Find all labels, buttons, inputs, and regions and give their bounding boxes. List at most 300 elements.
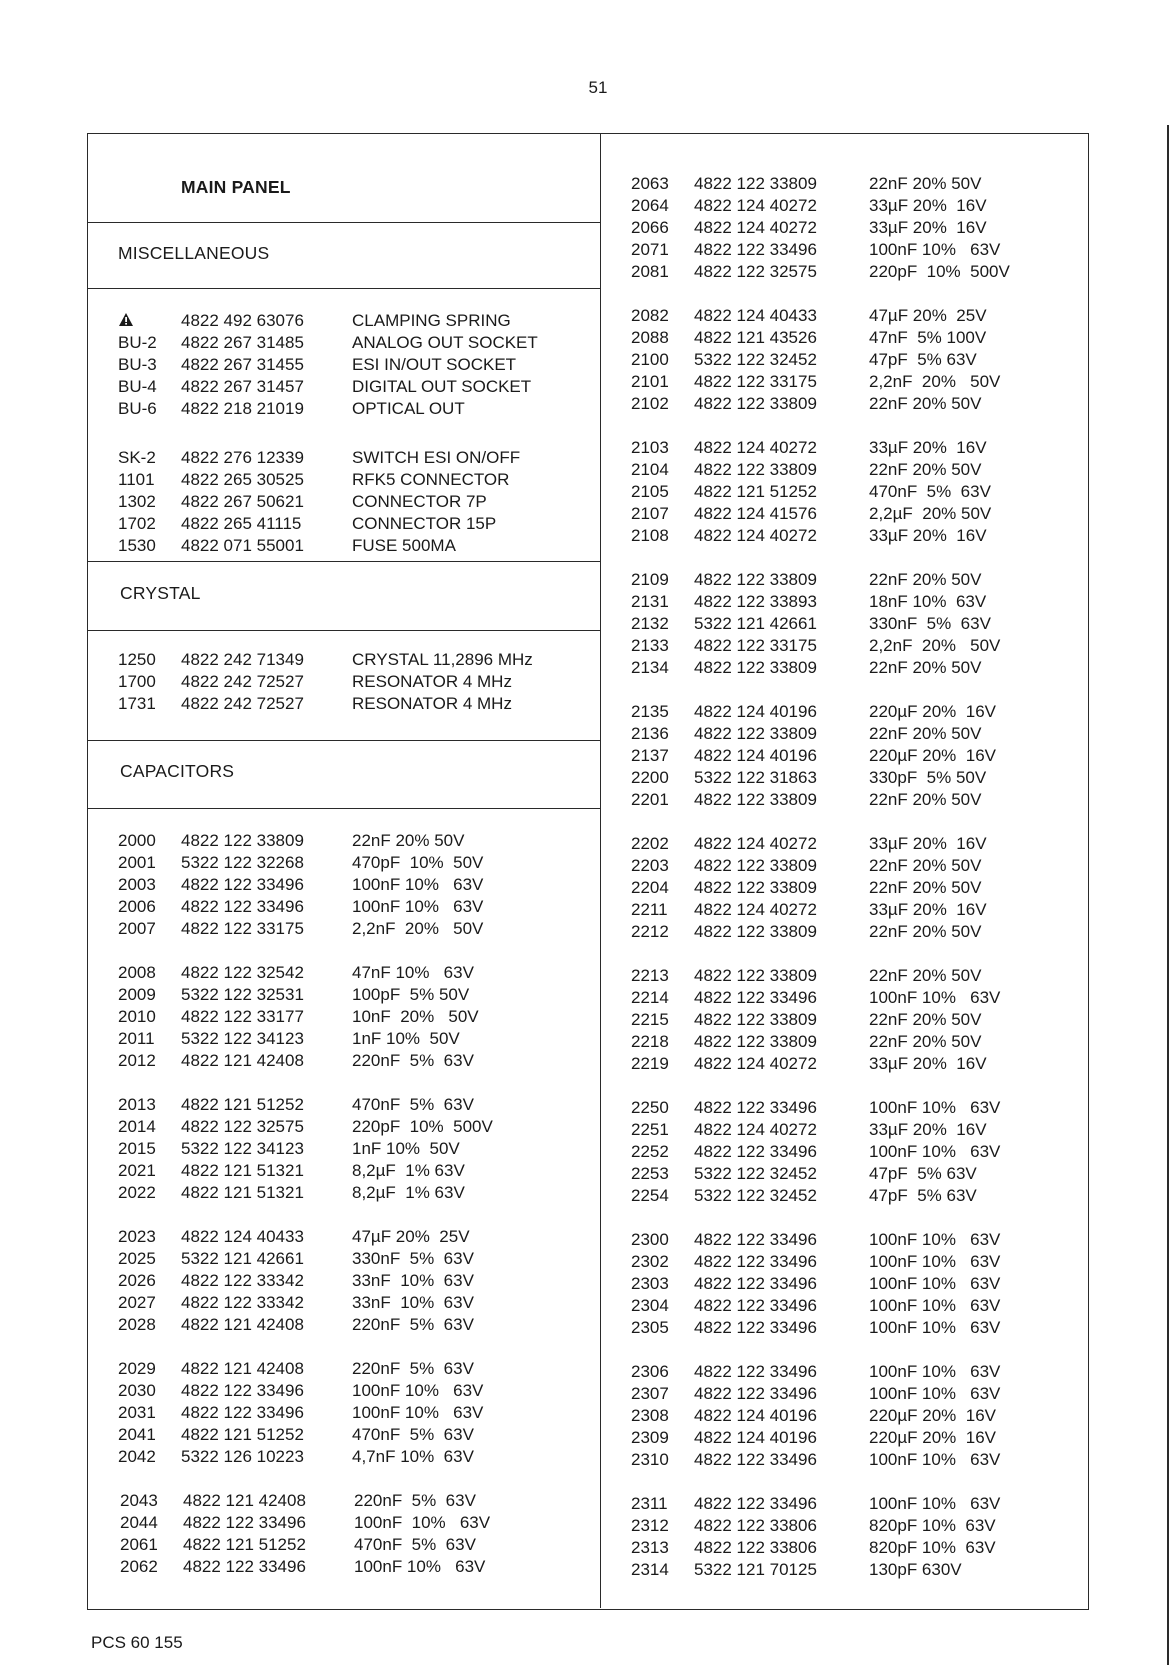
part-description: 10nF 20% 50V xyxy=(352,1007,479,1026)
part-position: 2134 xyxy=(631,658,669,677)
part-code: 4822 265 30525 xyxy=(181,470,304,489)
part-row xyxy=(631,1097,1000,1119)
part-description: 330nF 5% 63V xyxy=(869,614,991,633)
part-position: 2030 xyxy=(118,1381,156,1400)
part-row xyxy=(631,239,1010,261)
part-row xyxy=(118,852,483,874)
part-position: 2011 xyxy=(118,1029,155,1048)
part-position: 2028 xyxy=(118,1315,156,1334)
part-code: 4822 121 43526 xyxy=(694,328,817,347)
part-code: 4822 122 33809 xyxy=(694,174,817,193)
part-position: 1250 xyxy=(118,650,156,669)
part-row xyxy=(118,874,483,896)
part-code: 4822 122 33806 xyxy=(694,1516,817,1535)
part-row xyxy=(118,1424,483,1446)
part-row xyxy=(631,569,1000,591)
part-description: ANALOG OUT SOCKET xyxy=(352,333,538,352)
part-row xyxy=(118,671,533,693)
part-description: 2,2nF 20% 50V xyxy=(352,919,484,938)
part-position: 2010 xyxy=(118,1007,156,1026)
part-code: 4822 121 42408 xyxy=(181,1315,304,1334)
part-description: 33µF 20% 16V xyxy=(869,438,987,457)
part-position: 2252 xyxy=(631,1142,669,1161)
part-row xyxy=(631,613,1000,635)
part-row xyxy=(631,745,996,767)
part-description: 22nF 20% 50V xyxy=(869,1010,982,1029)
crystal-group xyxy=(118,649,533,715)
part-row xyxy=(631,1295,1000,1317)
part-row xyxy=(631,1449,1000,1471)
part-position: 2137 xyxy=(631,746,669,765)
part-row xyxy=(118,354,538,376)
part-description: 220nF 5% 63V xyxy=(352,1051,474,1070)
part-code: 4822 267 31457 xyxy=(181,377,304,396)
part-position: 2101 xyxy=(631,372,669,391)
part-code: 4822 124 40272 xyxy=(694,526,817,545)
part-code: 4822 267 31485 xyxy=(181,333,304,352)
part-code: 4822 122 33175 xyxy=(694,636,817,655)
part-position: 2311 xyxy=(631,1494,668,1513)
part-description: 100nF 10% 63V xyxy=(352,897,484,916)
section-rule xyxy=(87,288,601,289)
part-code: 4822 122 33809 xyxy=(694,658,817,677)
part-code: 4822 121 42408 xyxy=(181,1051,304,1070)
part-description: 220nF 5% 63V xyxy=(352,1315,474,1334)
part-code: 4822 122 33496 xyxy=(694,1098,817,1117)
miscellaneous-group xyxy=(118,447,520,557)
part-row xyxy=(631,349,1000,371)
part-row xyxy=(631,1163,1000,1185)
part-description: 100nF 10% 63V xyxy=(869,1494,1001,1513)
part-code: 4822 122 33496 xyxy=(181,1381,304,1400)
part-row xyxy=(631,503,991,525)
part-code: 4822 122 32542 xyxy=(181,963,304,982)
part-row xyxy=(118,1094,493,1116)
part-position: BU-2 xyxy=(118,333,157,352)
part-code: 4822 122 33809 xyxy=(694,460,817,479)
part-row xyxy=(631,591,1000,613)
part-row xyxy=(631,217,1010,239)
part-code: 4822 124 40433 xyxy=(694,306,817,325)
part-code: 4822 492 63076 xyxy=(181,311,304,330)
part-description: 22nF 20% 50V xyxy=(869,460,982,479)
part-code: 4822 122 33175 xyxy=(181,919,304,938)
part-row xyxy=(631,1405,1000,1427)
part-position: 2103 xyxy=(631,438,669,457)
part-code: 4822 124 40272 xyxy=(694,438,817,457)
part-description: RFK5 CONNECTOR xyxy=(352,470,510,489)
part-description: 330pF 5% 50V xyxy=(869,768,987,787)
part-code: 4822 218 21019 xyxy=(181,399,304,418)
part-position: 2302 xyxy=(631,1252,669,1271)
part-position: 2025 xyxy=(118,1249,156,1268)
part-code: 4822 121 51321 xyxy=(181,1161,304,1180)
part-position: 2006 xyxy=(118,897,156,916)
part-row xyxy=(118,1138,493,1160)
capacitor-group xyxy=(631,1229,1000,1339)
part-description: 100nF 10% 63V xyxy=(869,240,1001,259)
part-code: 5322 122 31863 xyxy=(694,768,817,787)
capacitor-group xyxy=(118,830,483,940)
part-row xyxy=(631,899,987,921)
part-row xyxy=(120,1490,490,1512)
part-row xyxy=(118,830,483,852)
part-description: 22nF 20% 50V xyxy=(352,831,465,850)
section-rule xyxy=(87,808,601,809)
part-row xyxy=(118,513,520,535)
part-position: 2314 xyxy=(631,1560,669,1579)
part-description: 100nF 10% 63V xyxy=(869,1296,1001,1315)
part-row xyxy=(631,701,996,723)
part-description: 820pF 10% 63V xyxy=(869,1516,996,1535)
part-position: 2109 xyxy=(631,570,669,589)
part-code: 4822 122 33809 xyxy=(694,1032,817,1051)
part-code: 4822 122 32575 xyxy=(181,1117,304,1136)
part-code: 4822 121 51252 xyxy=(181,1425,304,1444)
part-description: 100nF 10% 63V xyxy=(869,1450,1001,1469)
capacitor-group xyxy=(631,965,1000,1075)
part-row xyxy=(118,1292,474,1314)
part-description: 1nF 10% 50V xyxy=(352,1139,460,1158)
part-description: DIGITAL OUT SOCKET xyxy=(352,377,532,396)
part-row xyxy=(631,1427,1000,1449)
part-description: 33nF 10% 63V xyxy=(352,1271,474,1290)
part-code: 4822 121 51321 xyxy=(181,1183,304,1202)
part-description: 22nF 20% 50V xyxy=(869,570,982,589)
part-row xyxy=(631,305,1000,327)
page-number: 51 xyxy=(588,78,608,97)
part-code: 4822 124 40196 xyxy=(694,1406,817,1425)
part-position: 2131 xyxy=(631,592,669,611)
part-position: 2007 xyxy=(118,919,156,938)
part-position: 2214 xyxy=(631,988,669,1007)
part-description: RESONATOR 4 MHz xyxy=(352,672,512,691)
part-position: 2062 xyxy=(120,1557,158,1576)
part-position: 2212 xyxy=(631,922,669,941)
part-row xyxy=(118,1182,493,1204)
part-position: 2312 xyxy=(631,1516,669,1535)
part-row xyxy=(118,1402,483,1424)
part-position: 2027 xyxy=(118,1293,156,1312)
part-description: 33µF 20% 16V xyxy=(869,218,987,237)
part-code: 4822 121 51252 xyxy=(181,1095,304,1114)
part-description: 22nF 20% 50V xyxy=(869,1032,982,1051)
part-position: 2253 xyxy=(631,1164,669,1183)
part-description: 47nF 5% 100V xyxy=(869,328,987,347)
part-position: BU-3 xyxy=(118,355,157,374)
part-code: 4822 124 40272 xyxy=(694,900,817,919)
part-row xyxy=(631,1559,1000,1581)
part-code: 4822 122 33809 xyxy=(181,831,304,850)
section-heading-capacitors: CAPACITORS xyxy=(120,761,235,781)
part-description: CONNECTOR 7P xyxy=(352,492,487,511)
part-position: 2310 xyxy=(631,1450,669,1469)
part-row xyxy=(118,469,520,491)
part-description: 100nF 10% 63V xyxy=(869,1142,1001,1161)
part-row xyxy=(631,1273,1000,1295)
part-code: 4822 121 42408 xyxy=(183,1491,306,1510)
part-position: 2309 xyxy=(631,1428,669,1447)
part-position: 2061 xyxy=(120,1535,158,1554)
part-row xyxy=(631,833,987,855)
part-row xyxy=(631,1119,1000,1141)
part-row xyxy=(631,635,1000,657)
part-code: 5322 122 32452 xyxy=(694,1164,817,1183)
part-code: 4822 242 72527 xyxy=(181,694,304,713)
part-position: 2003 xyxy=(118,875,156,894)
part-code: 4822 122 33496 xyxy=(694,988,817,1007)
part-code: 4822 242 72527 xyxy=(181,672,304,691)
part-position: 2107 xyxy=(631,504,669,523)
part-description: 100nF 10% 63V xyxy=(869,1362,1001,1381)
part-row xyxy=(631,437,991,459)
part-position: 2250 xyxy=(631,1098,669,1117)
part-position: 2211 xyxy=(631,900,668,919)
part-position: 2305 xyxy=(631,1318,669,1337)
part-position: 2203 xyxy=(631,856,669,875)
part-row xyxy=(631,1383,1000,1405)
part-code: 4822 122 33496 xyxy=(694,1142,817,1161)
part-row xyxy=(118,376,538,398)
part-position: 2066 xyxy=(631,218,669,237)
part-position: BU-6 xyxy=(118,399,157,418)
part-description: 2,2nF 20% 50V xyxy=(869,636,1001,655)
part-description: 220µF 20% 16V xyxy=(869,746,996,765)
part-position: 2307 xyxy=(631,1384,669,1403)
part-row xyxy=(118,1160,493,1182)
part-position: 2201 xyxy=(631,790,669,809)
part-position: 2251 xyxy=(631,1120,669,1139)
capacitor-group xyxy=(120,1490,490,1578)
part-row xyxy=(118,491,520,513)
section-rule xyxy=(87,630,601,631)
part-description: SWITCH ESI ON/OFF xyxy=(352,448,521,467)
capacitor-group xyxy=(118,962,479,1072)
part-row xyxy=(631,855,987,877)
part-position: 1101 xyxy=(118,470,155,489)
part-code: 4822 122 33893 xyxy=(694,592,817,611)
part-position: 2105 xyxy=(631,482,669,501)
part-code: 5322 122 34123 xyxy=(181,1139,304,1158)
part-position: 2082 xyxy=(631,306,669,325)
part-position: 2023 xyxy=(118,1227,156,1246)
part-code: 4822 122 33496 xyxy=(181,897,304,916)
part-description: CLAMPING SPRING xyxy=(352,311,511,330)
part-row xyxy=(120,1556,490,1578)
part-code: 4822 121 51252 xyxy=(694,482,817,501)
section-rule xyxy=(87,740,601,741)
part-description: 33µF 20% 16V xyxy=(869,196,987,215)
part-position: 2300 xyxy=(631,1230,669,1249)
part-position: 2133 xyxy=(631,636,669,655)
part-row xyxy=(118,1446,483,1468)
part-code: 4822 124 40272 xyxy=(694,196,817,215)
part-description: 470nF 5% 63V xyxy=(869,482,991,501)
capacitor-group xyxy=(631,833,987,943)
part-row xyxy=(118,1314,474,1336)
part-code: 4822 122 33496 xyxy=(181,875,304,894)
part-row xyxy=(118,310,538,332)
part-position: 2088 xyxy=(631,328,669,347)
part-description: FUSE 500MA xyxy=(352,536,456,555)
part-position: 2135 xyxy=(631,702,669,721)
part-row xyxy=(118,918,483,940)
part-description: OPTICAL OUT xyxy=(352,399,465,418)
part-description: 47pF 5% 63V xyxy=(869,1164,977,1183)
part-description: ESI IN/OUT SOCKET xyxy=(352,355,517,374)
part-description: 33µF 20% 16V xyxy=(869,1120,987,1139)
part-description: 22nF 20% 50V xyxy=(869,658,982,677)
part-position: 2026 xyxy=(118,1271,156,1290)
part-position: BU-4 xyxy=(118,377,157,396)
part-position: 2001 xyxy=(118,853,156,872)
part-row xyxy=(118,962,479,984)
part-position: 2108 xyxy=(631,526,669,545)
part-code: 4822 122 33809 xyxy=(694,570,817,589)
part-row xyxy=(631,987,1000,1009)
part-row xyxy=(631,525,991,547)
part-position: 1702 xyxy=(118,514,156,533)
part-position: 2136 xyxy=(631,724,669,743)
part-position: 2100 xyxy=(631,350,669,369)
capacitor-group xyxy=(631,1361,1000,1471)
capacitor-group xyxy=(631,305,1000,415)
part-position: 2013 xyxy=(118,1095,156,1114)
section-heading-miscellaneous: MISCELLANEOUS xyxy=(118,243,270,263)
part-description: 22nF 20% 50V xyxy=(869,724,982,743)
part-code: 4822 122 33496 xyxy=(694,1296,817,1315)
part-description: 220µF 20% 16V xyxy=(869,702,996,721)
part-code: 4822 122 33496 xyxy=(694,1450,817,1469)
part-code: 4822 122 33496 xyxy=(694,1318,817,1337)
part-code: 4822 122 33806 xyxy=(694,1538,817,1557)
part-position: 2303 xyxy=(631,1274,669,1293)
part-code: 4822 122 32575 xyxy=(694,262,817,281)
part-code: 4822 121 51252 xyxy=(183,1535,306,1554)
part-description: 470nF 5% 63V xyxy=(352,1425,474,1444)
part-row xyxy=(118,693,533,715)
part-code: 4822 276 12339 xyxy=(181,448,304,467)
part-description: 100nF 10% 63V xyxy=(352,1403,484,1422)
part-code: 4822 122 33809 xyxy=(694,922,817,941)
part-row xyxy=(631,1229,1000,1251)
part-position: 2081 xyxy=(631,262,669,281)
part-row xyxy=(631,173,1010,195)
part-position: 2008 xyxy=(118,963,156,982)
part-position: 2215 xyxy=(631,1010,669,1029)
capacitor-group xyxy=(118,1358,483,1468)
part-code: 4822 124 40196 xyxy=(694,1428,817,1447)
part-description: 100nF 10% 63V xyxy=(869,1098,1001,1117)
part-description: 33µF 20% 16V xyxy=(869,526,987,545)
part-row xyxy=(120,1534,490,1556)
section-rule xyxy=(87,561,601,562)
part-position: 2021 xyxy=(118,1161,156,1180)
part-description: 220µF 20% 16V xyxy=(869,1406,996,1425)
part-code: 5322 126 10223 xyxy=(181,1447,304,1466)
part-description: 470nF 5% 63V xyxy=(354,1535,476,1554)
part-description: 8,2µF 1% 63V xyxy=(352,1161,465,1180)
part-row xyxy=(631,965,1000,987)
part-code: 4822 124 40196 xyxy=(694,702,817,721)
part-position: 2000 xyxy=(118,831,156,850)
part-code: 4822 124 40272 xyxy=(694,218,817,237)
part-description: 2,2nF 20% 50V xyxy=(869,372,1001,391)
part-position: 2306 xyxy=(631,1362,669,1381)
part-position: 2009 xyxy=(118,985,156,1004)
part-code: 4822 124 41576 xyxy=(694,504,817,523)
part-position: 2015 xyxy=(118,1139,156,1158)
part-code: 4822 265 41115 xyxy=(181,514,302,533)
part-position: 2313 xyxy=(631,1538,669,1557)
part-description: 22nF 20% 50V xyxy=(869,174,982,193)
part-code: 4822 242 71349 xyxy=(181,650,304,669)
part-position: 2218 xyxy=(631,1032,669,1051)
part-row xyxy=(631,789,996,811)
part-description: 22nF 20% 50V xyxy=(869,790,982,809)
part-row xyxy=(118,1270,474,1292)
part-position: 2071 xyxy=(631,240,669,259)
part-description: 100nF 10% 63V xyxy=(869,1318,1001,1337)
part-code: 4822 267 31455 xyxy=(181,355,304,374)
part-position: SK-2 xyxy=(118,448,156,467)
part-row xyxy=(118,984,479,1006)
part-description: 22nF 20% 50V xyxy=(869,878,982,897)
part-description: 22nF 20% 50V xyxy=(869,856,982,875)
part-row xyxy=(631,877,987,899)
part-code: 5322 122 32268 xyxy=(181,853,304,872)
part-code: 4822 122 33496 xyxy=(694,1252,817,1271)
part-description: 100nF 10% 63V xyxy=(869,1252,1001,1271)
part-row xyxy=(118,1116,493,1138)
part-row xyxy=(631,657,1000,679)
part-description: 33µF 20% 16V xyxy=(869,900,987,919)
part-code: 5322 122 32531 xyxy=(181,985,304,1004)
part-code: 4822 122 33809 xyxy=(694,856,817,875)
part-description: 33µF 20% 16V xyxy=(869,1054,987,1073)
part-code: 4822 122 33809 xyxy=(694,790,817,809)
part-code: 4822 122 33809 xyxy=(694,1010,817,1029)
part-row xyxy=(631,767,996,789)
part-row xyxy=(631,1185,1000,1207)
part-description: 470nF 5% 63V xyxy=(352,1095,474,1114)
part-row xyxy=(118,447,520,469)
part-row xyxy=(118,1248,474,1270)
part-row xyxy=(631,481,991,503)
part-position: 2219 xyxy=(631,1054,669,1073)
part-description: 100nF 10% 63V xyxy=(869,1384,1001,1403)
capacitor-group xyxy=(631,173,1010,283)
part-row xyxy=(118,1226,474,1248)
capacitor-group xyxy=(118,1226,474,1336)
part-position: 2104 xyxy=(631,460,669,479)
part-code: 4822 122 33177 xyxy=(181,1007,304,1026)
capacitor-group xyxy=(631,437,991,547)
part-position: 2202 xyxy=(631,834,669,853)
part-description: RESONATOR 4 MHz xyxy=(352,694,512,713)
part-description: 130pF 630V xyxy=(869,1560,962,1579)
part-code: 5322 121 42661 xyxy=(694,614,817,633)
part-description: 47pF 5% 63V xyxy=(869,350,977,369)
part-code: 4822 122 33496 xyxy=(694,1384,817,1403)
part-row xyxy=(118,649,533,671)
part-description: 100nF 10% 63V xyxy=(869,1274,1001,1293)
part-row xyxy=(631,195,1010,217)
part-row xyxy=(118,896,483,918)
part-description: 470pF 10% 50V xyxy=(352,853,484,872)
part-code: 4822 122 33342 xyxy=(181,1271,304,1290)
part-description: 47µF 20% 25V xyxy=(352,1227,470,1246)
